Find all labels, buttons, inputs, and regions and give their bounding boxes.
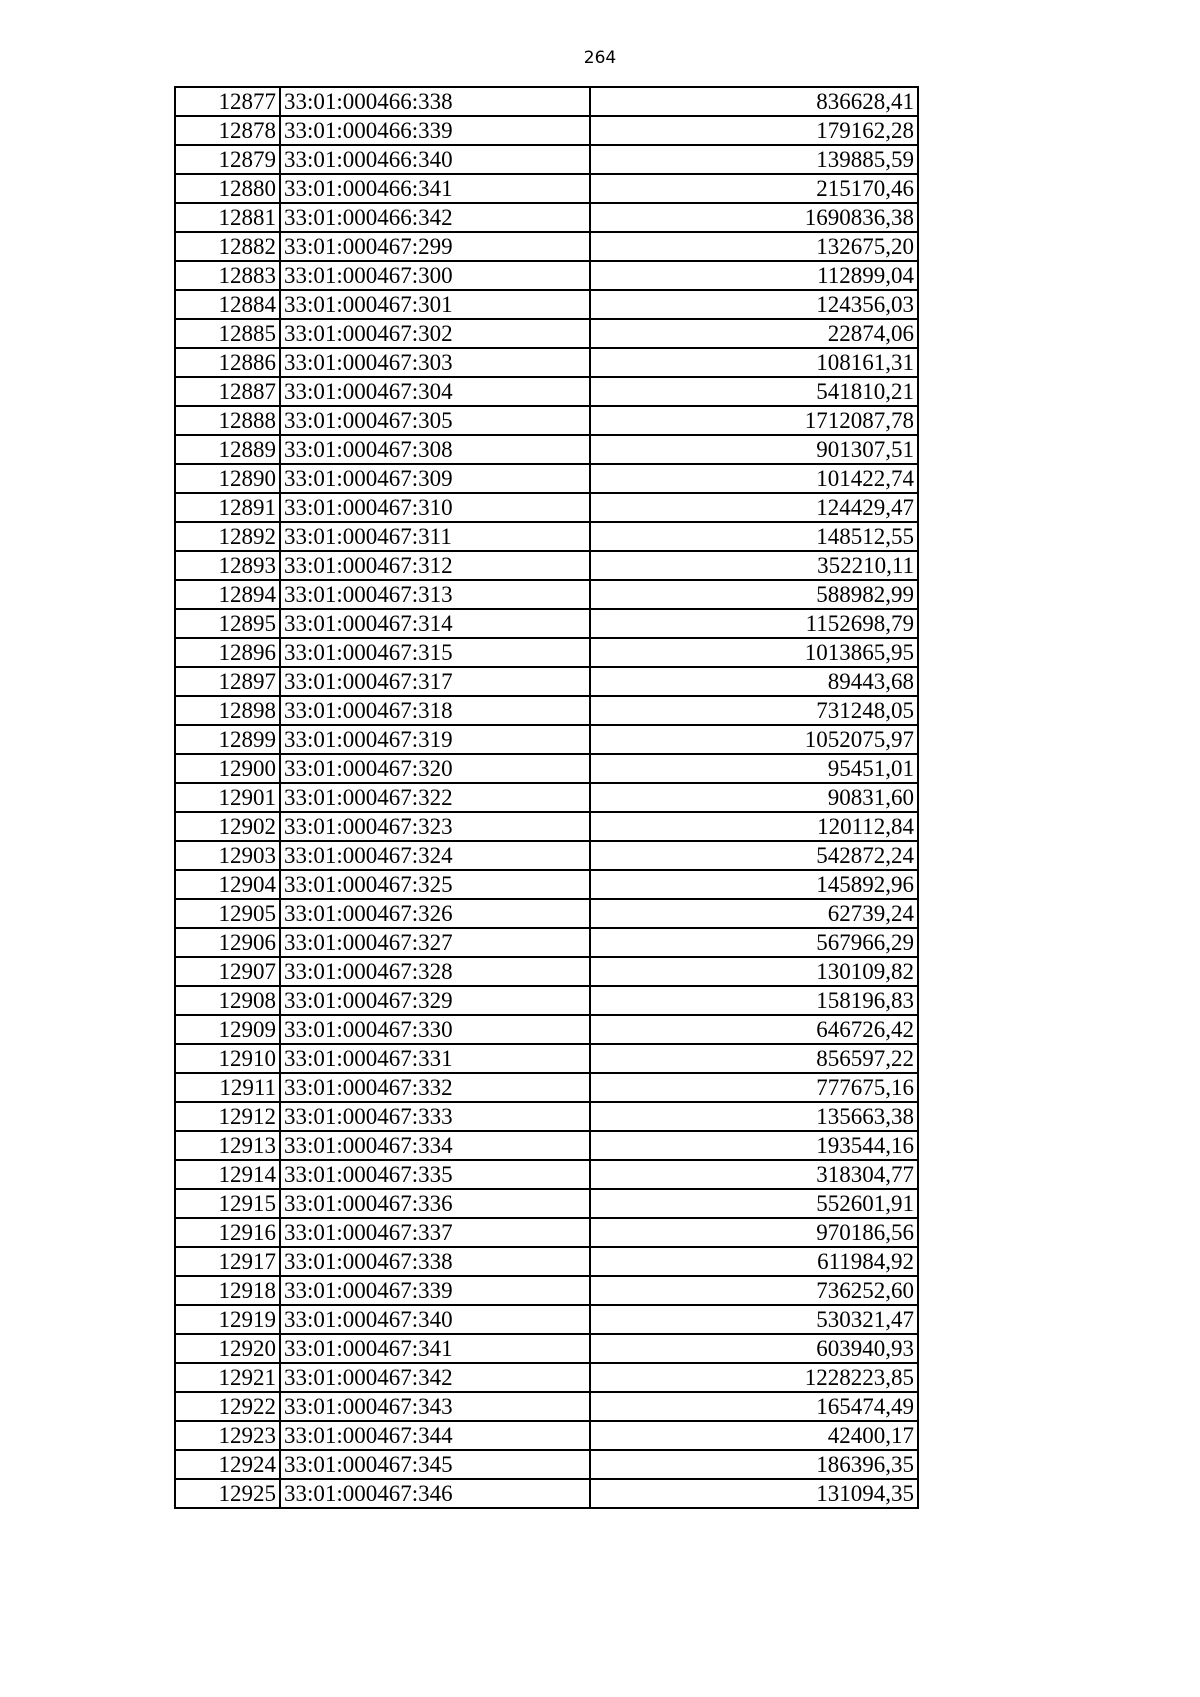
cadastral-value-cell: 132675,20 bbox=[590, 232, 918, 261]
table-row bbox=[175, 1015, 918, 1044]
row-number-cell: 12883 bbox=[175, 261, 280, 290]
cadastral-number-cell: 33:01:000467:319 bbox=[280, 725, 590, 754]
cadastral-number-cell: 33:01:000467:341 bbox=[280, 1334, 590, 1363]
row-number-cell: 12880 bbox=[175, 174, 280, 203]
table-row bbox=[175, 1131, 918, 1160]
row-number-cell: 12887 bbox=[175, 377, 280, 406]
table-row bbox=[175, 754, 918, 783]
table-row bbox=[175, 783, 918, 812]
page-number: 264 bbox=[583, 48, 617, 68]
cadastral-value-cell: 148512,55 bbox=[590, 522, 918, 551]
cadastral-value-cell: 731248,05 bbox=[590, 696, 918, 725]
cadastral-number-cell: 33:01:000467:313 bbox=[280, 580, 590, 609]
cadastral-value-cell: 567966,29 bbox=[590, 928, 918, 957]
cadastral-value-cell: 541810,21 bbox=[590, 377, 918, 406]
cadastral-value-cell: 131094,35 bbox=[590, 1479, 918, 1508]
cadastral-value-cell: 901307,51 bbox=[590, 435, 918, 464]
row-number-cell: 12911 bbox=[175, 1073, 280, 1102]
cadastral-number-cell: 33:01:000467:315 bbox=[280, 638, 590, 667]
row-number-cell: 12919 bbox=[175, 1305, 280, 1334]
cadastral-value-cell: 777675,16 bbox=[590, 1073, 918, 1102]
cadastral-number-cell: 33:01:000467:338 bbox=[280, 1247, 590, 1276]
cadastral-number-cell: 33:01:000467:312 bbox=[280, 551, 590, 580]
row-number-cell: 12878 bbox=[175, 116, 280, 145]
table-row bbox=[175, 1189, 918, 1218]
cadastral-value-cell: 646726,42 bbox=[590, 1015, 918, 1044]
table-row bbox=[175, 319, 918, 348]
table-row bbox=[175, 1102, 918, 1131]
table-row bbox=[175, 145, 918, 174]
cadastral-value-cell: 165474,49 bbox=[590, 1392, 918, 1421]
cadastral-value-cell: 62739,24 bbox=[590, 899, 918, 928]
table-row bbox=[175, 1247, 918, 1276]
cadastral-number-cell: 33:01:000467:340 bbox=[280, 1305, 590, 1334]
cadastral-number-cell: 33:01:000467:317 bbox=[280, 667, 590, 696]
row-number-cell: 12900 bbox=[175, 754, 280, 783]
row-number-cell: 12921 bbox=[175, 1363, 280, 1392]
cadastral-number-cell: 33:01:000466:338 bbox=[280, 87, 590, 116]
cadastral-value-cell: 215170,46 bbox=[590, 174, 918, 203]
row-number-cell: 12920 bbox=[175, 1334, 280, 1363]
table-row bbox=[175, 261, 918, 290]
row-number-cell: 12879 bbox=[175, 145, 280, 174]
row-number-cell: 12907 bbox=[175, 957, 280, 986]
row-number-cell: 12882 bbox=[175, 232, 280, 261]
cadastral-number-cell: 33:01:000467:337 bbox=[280, 1218, 590, 1247]
row-number-cell: 12906 bbox=[175, 928, 280, 957]
table-row bbox=[175, 609, 918, 638]
cadastral-number-cell: 33:01:000467:327 bbox=[280, 928, 590, 957]
table-row bbox=[175, 1160, 918, 1189]
table-row bbox=[175, 232, 918, 261]
cadastral-number-cell: 33:01:000467:324 bbox=[280, 841, 590, 870]
cadastral-number-cell: 33:01:000467:320 bbox=[280, 754, 590, 783]
table-row bbox=[175, 580, 918, 609]
cadastral-value-cell: 1712087,78 bbox=[590, 406, 918, 435]
row-number-cell: 12894 bbox=[175, 580, 280, 609]
table-body bbox=[175, 87, 918, 1508]
cadastral-number-cell: 33:01:000467:334 bbox=[280, 1131, 590, 1160]
cadastral-number-cell: 33:01:000467:335 bbox=[280, 1160, 590, 1189]
row-number-cell: 12904 bbox=[175, 870, 280, 899]
cadastral-number-cell: 33:01:000466:339 bbox=[280, 116, 590, 145]
cadastral-number-cell: 33:01:000467:332 bbox=[280, 1073, 590, 1102]
cadastral-number-cell: 33:01:000467:330 bbox=[280, 1015, 590, 1044]
row-number-cell: 12877 bbox=[175, 87, 280, 116]
cadastral-number-cell: 33:01:000467:326 bbox=[280, 899, 590, 928]
row-number-cell: 12895 bbox=[175, 609, 280, 638]
cadastral-value-cell: 124429,47 bbox=[590, 493, 918, 522]
cadastral-number-cell: 33:01:000467:325 bbox=[280, 870, 590, 899]
cadastral-value-cell: 120112,84 bbox=[590, 812, 918, 841]
table-row bbox=[175, 1479, 918, 1508]
cadastral-number-cell: 33:01:000467:339 bbox=[280, 1276, 590, 1305]
table-row bbox=[175, 348, 918, 377]
table-row bbox=[175, 174, 918, 203]
table-row bbox=[175, 1218, 918, 1247]
cadastral-number-cell: 33:01:000467:333 bbox=[280, 1102, 590, 1131]
cadastral-value-cell: 318304,77 bbox=[590, 1160, 918, 1189]
cadastral-value-cell: 186396,35 bbox=[590, 1450, 918, 1479]
table-row bbox=[175, 1363, 918, 1392]
row-number-cell: 12922 bbox=[175, 1392, 280, 1421]
row-number-cell: 12925 bbox=[175, 1479, 280, 1508]
cadastral-value-cell: 95451,01 bbox=[590, 754, 918, 783]
cadastral-number-cell: 33:01:000467:344 bbox=[280, 1421, 590, 1450]
cadastral-value-cell: 90831,60 bbox=[590, 783, 918, 812]
cadastral-number-cell: 33:01:000467:300 bbox=[280, 261, 590, 290]
cadastral-value-cell: 42400,17 bbox=[590, 1421, 918, 1450]
cadastral-number-cell: 33:01:000467:318 bbox=[280, 696, 590, 725]
cadastral-value-table bbox=[174, 86, 919, 1509]
cadastral-value-cell: 1052075,97 bbox=[590, 725, 918, 754]
row-number-cell: 12903 bbox=[175, 841, 280, 870]
row-number-cell: 12892 bbox=[175, 522, 280, 551]
cadastral-number-cell: 33:01:000467:303 bbox=[280, 348, 590, 377]
table-row bbox=[175, 928, 918, 957]
table-row bbox=[175, 638, 918, 667]
row-number-cell: 12923 bbox=[175, 1421, 280, 1450]
cadastral-number-cell: 33:01:000467:309 bbox=[280, 464, 590, 493]
table-row bbox=[175, 1392, 918, 1421]
table-row bbox=[175, 986, 918, 1015]
cadastral-number-cell: 33:01:000467:331 bbox=[280, 1044, 590, 1073]
cadastral-number-cell: 33:01:000467:308 bbox=[280, 435, 590, 464]
cadastral-value-cell: 856597,22 bbox=[590, 1044, 918, 1073]
cadastral-value-cell: 101422,74 bbox=[590, 464, 918, 493]
table-row bbox=[175, 1305, 918, 1334]
cadastral-number-cell: 33:01:000467:323 bbox=[280, 812, 590, 841]
row-number-cell: 12897 bbox=[175, 667, 280, 696]
row-number-cell: 12924 bbox=[175, 1450, 280, 1479]
row-number-cell: 12881 bbox=[175, 203, 280, 232]
table-row bbox=[175, 812, 918, 841]
cadastral-value-cell: 1690836,38 bbox=[590, 203, 918, 232]
table-row bbox=[175, 725, 918, 754]
row-number-cell: 12902 bbox=[175, 812, 280, 841]
row-number-cell: 12896 bbox=[175, 638, 280, 667]
cadastral-value-cell: 135663,38 bbox=[590, 1102, 918, 1131]
table-row bbox=[175, 203, 918, 232]
row-number-cell: 12886 bbox=[175, 348, 280, 377]
cadastral-number-cell: 33:01:000467:328 bbox=[280, 957, 590, 986]
row-number-cell: 12918 bbox=[175, 1276, 280, 1305]
cadastral-number-cell: 33:01:000467:310 bbox=[280, 493, 590, 522]
table-row bbox=[175, 493, 918, 522]
cadastral-value-cell: 736252,60 bbox=[590, 1276, 918, 1305]
cadastral-number-cell: 33:01:000467:304 bbox=[280, 377, 590, 406]
cadastral-value-cell: 552601,91 bbox=[590, 1189, 918, 1218]
table-row bbox=[175, 522, 918, 551]
table-row bbox=[175, 696, 918, 725]
table-row bbox=[175, 1334, 918, 1363]
row-number-cell: 12899 bbox=[175, 725, 280, 754]
cadastral-value-cell: 193544,16 bbox=[590, 1131, 918, 1160]
cadastral-number-cell: 33:01:000467:346 bbox=[280, 1479, 590, 1508]
cadastral-value-cell: 1228223,85 bbox=[590, 1363, 918, 1392]
cadastral-value-cell: 179162,28 bbox=[590, 116, 918, 145]
row-number-cell: 12890 bbox=[175, 464, 280, 493]
cadastral-value-cell: 542872,24 bbox=[590, 841, 918, 870]
cadastral-number-cell: 33:01:000467:299 bbox=[280, 232, 590, 261]
cadastral-number-cell: 33:01:000467:345 bbox=[280, 1450, 590, 1479]
cadastral-number-cell: 33:01:000467:314 bbox=[280, 609, 590, 638]
cadastral-number-cell: 33:01:000467:342 bbox=[280, 1363, 590, 1392]
table-row bbox=[175, 87, 918, 116]
cadastral-value-cell: 1013865,95 bbox=[590, 638, 918, 667]
table-row bbox=[175, 406, 918, 435]
row-number-cell: 12915 bbox=[175, 1189, 280, 1218]
cadastral-number-cell: 33:01:000466:340 bbox=[280, 145, 590, 174]
row-number-cell: 12891 bbox=[175, 493, 280, 522]
cadastral-value-cell: 352210,11 bbox=[590, 551, 918, 580]
row-number-cell: 12910 bbox=[175, 1044, 280, 1073]
cadastral-value-cell: 112899,04 bbox=[590, 261, 918, 290]
cadastral-number-cell: 33:01:000467:343 bbox=[280, 1392, 590, 1421]
table-row bbox=[175, 1276, 918, 1305]
cadastral-value-cell: 124356,03 bbox=[590, 290, 918, 319]
row-number-cell: 12917 bbox=[175, 1247, 280, 1276]
table-row bbox=[175, 377, 918, 406]
table-row bbox=[175, 464, 918, 493]
cadastral-number-cell: 33:01:000466:341 bbox=[280, 174, 590, 203]
row-number-cell: 12884 bbox=[175, 290, 280, 319]
cadastral-number-cell: 33:01:000467:336 bbox=[280, 1189, 590, 1218]
row-number-cell: 12905 bbox=[175, 899, 280, 928]
row-number-cell: 12889 bbox=[175, 435, 280, 464]
cadastral-number-cell: 33:01:000467:301 bbox=[280, 290, 590, 319]
cadastral-number-cell: 33:01:000467:305 bbox=[280, 406, 590, 435]
cadastral-number-cell: 33:01:000466:342 bbox=[280, 203, 590, 232]
row-number-cell: 12898 bbox=[175, 696, 280, 725]
table-row bbox=[175, 1044, 918, 1073]
row-number-cell: 12914 bbox=[175, 1160, 280, 1189]
cadastral-value-cell: 970186,56 bbox=[590, 1218, 918, 1247]
cadastral-value-cell: 22874,06 bbox=[590, 319, 918, 348]
cadastral-number-cell: 33:01:000467:322 bbox=[280, 783, 590, 812]
cadastral-value-cell: 108161,31 bbox=[590, 348, 918, 377]
table-row bbox=[175, 1421, 918, 1450]
table-row bbox=[175, 435, 918, 464]
row-number-cell: 12908 bbox=[175, 986, 280, 1015]
table-row bbox=[175, 667, 918, 696]
row-number-cell: 12885 bbox=[175, 319, 280, 348]
cadastral-value-cell: 145892,96 bbox=[590, 870, 918, 899]
cadastral-value-cell: 530321,47 bbox=[590, 1305, 918, 1334]
cadastral-value-cell: 130109,82 bbox=[590, 957, 918, 986]
table-row bbox=[175, 290, 918, 319]
cadastral-value-cell: 588982,99 bbox=[590, 580, 918, 609]
table-row bbox=[175, 841, 918, 870]
table-row bbox=[175, 1450, 918, 1479]
table-row bbox=[175, 551, 918, 580]
table-row bbox=[175, 116, 918, 145]
cadastral-value-cell: 1152698,79 bbox=[590, 609, 918, 638]
cadastral-number-cell: 33:01:000467:302 bbox=[280, 319, 590, 348]
cadastral-number-cell: 33:01:000467:329 bbox=[280, 986, 590, 1015]
row-number-cell: 12901 bbox=[175, 783, 280, 812]
cadastral-value-cell: 603940,93 bbox=[590, 1334, 918, 1363]
cadastral-number-cell: 33:01:000467:311 bbox=[280, 522, 590, 551]
cadastral-value-cell: 89443,68 bbox=[590, 667, 918, 696]
table-row bbox=[175, 957, 918, 986]
table-row bbox=[175, 870, 918, 899]
cadastral-value-cell: 158196,83 bbox=[590, 986, 918, 1015]
cadastral-value-cell: 611984,92 bbox=[590, 1247, 918, 1276]
row-number-cell: 12888 bbox=[175, 406, 280, 435]
table-row bbox=[175, 1073, 918, 1102]
row-number-cell: 12909 bbox=[175, 1015, 280, 1044]
row-number-cell: 12916 bbox=[175, 1218, 280, 1247]
table-row bbox=[175, 899, 918, 928]
row-number-cell: 12913 bbox=[175, 1131, 280, 1160]
row-number-cell: 12912 bbox=[175, 1102, 280, 1131]
cadastral-value-cell: 139885,59 bbox=[590, 145, 918, 174]
cadastral-value-cell: 836628,41 bbox=[590, 87, 918, 116]
row-number-cell: 12893 bbox=[175, 551, 280, 580]
